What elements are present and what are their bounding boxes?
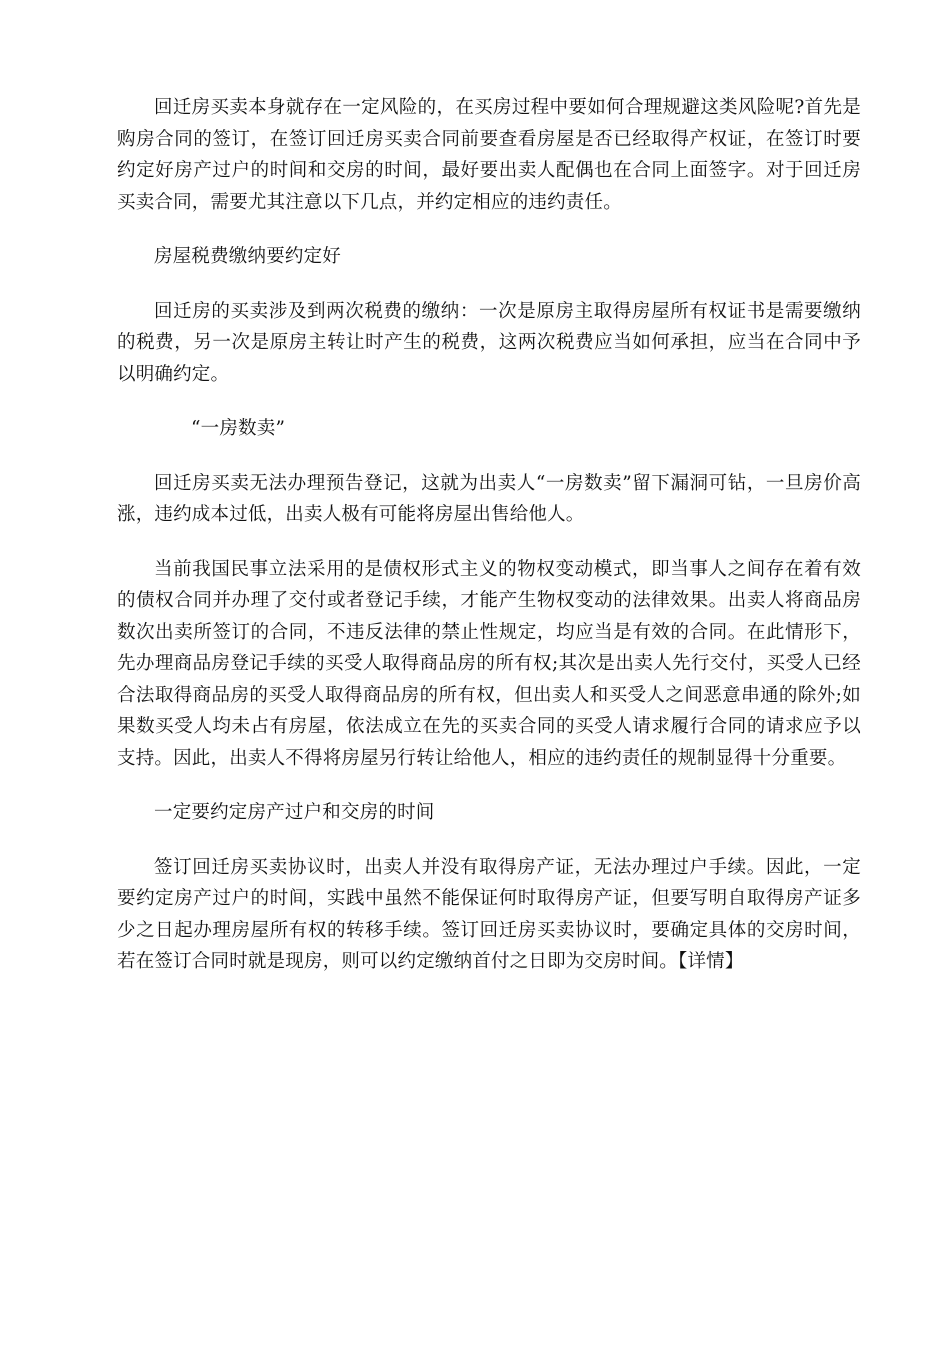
section-heading-multiple-sale: “一房数卖” <box>191 418 286 439</box>
section-heading-transfer-time: 一定要约定房产过户和交房的时间 <box>154 802 435 823</box>
paragraph-intro: 回迁房买卖本身就存在一定风险的，在买房过程中要如何合理规避这类风险呢?首先是购房合同的签订，在签订回迁房买卖合同前要查看房屋是否已经取得产权证，在签订时要约定好房产过户的时间和交房的时间，最好要出卖人配偶也在合同上面签字。对于回迁房买卖合同，需要尤其注意以下几点，并约定相应的违约责任。 <box>117 97 861 213</box>
paragraph-multiple-sale: 回迁房买卖无法办理预告登记，这就为出卖人“一房数卖”留下漏洞可钻，一旦房价高涨，违约成本过低，出卖人极有可能将房屋出售给他人。 <box>117 472 861 525</box>
paragraph-taxes: 回迁房的买卖涉及到两次税费的缴纳：一次是原房主取得房屋所有权证书是需要缴纳的税费，另一次是原房主转让时产生的税费，这两次税费应当如何承担，应当在合同中予以明确约定。 <box>117 300 861 385</box>
paragraph-property-law: 当前我国民事立法采用的是债权形式主义的物权变动模式，即当事人之间存在着有效的债权合同并办理了交付或者登记手续，才能产生物权变动的法律效果。出卖人将商品房数次出卖所签订的合同，不违反法律的禁止性规定，均应当是有效的合同。在此情形下，先办理商品房登记手续的买受人取得商品房的所有权;其次是出卖人先行交付，买受人已经合法取得商品房的买受人取得商品房的所有权，但出卖人和买受人之间恶意串通的除外;如果数买受人均未占有房屋，依法成立在先的买卖合同的买受人请求履行合同的请求应予以支持。因此，出卖人不得将房屋另行转让给他人，相应的违约责任的规制显得十分重要。 <box>117 558 861 769</box>
section-heading-taxes: 房屋税费缴纳要约定好 <box>154 246 342 267</box>
paragraph-transfer-time: 签订回迁房买卖协议时，出卖人并没有取得房产证，无法办理过户手续。因此，一定要约定房产过户的时间，实践中虽然不能保证何时取得房产证，但要写明自取得房产证多少之日起办理房屋所有权的转移手续。签订回迁房买卖协议时，要确定具体的交房时间，若在签订合同时就是现房，则可以约定缴纳首付之日即为交房时间。【详情】 <box>117 856 861 972</box>
document-body <box>117 92 861 978</box>
